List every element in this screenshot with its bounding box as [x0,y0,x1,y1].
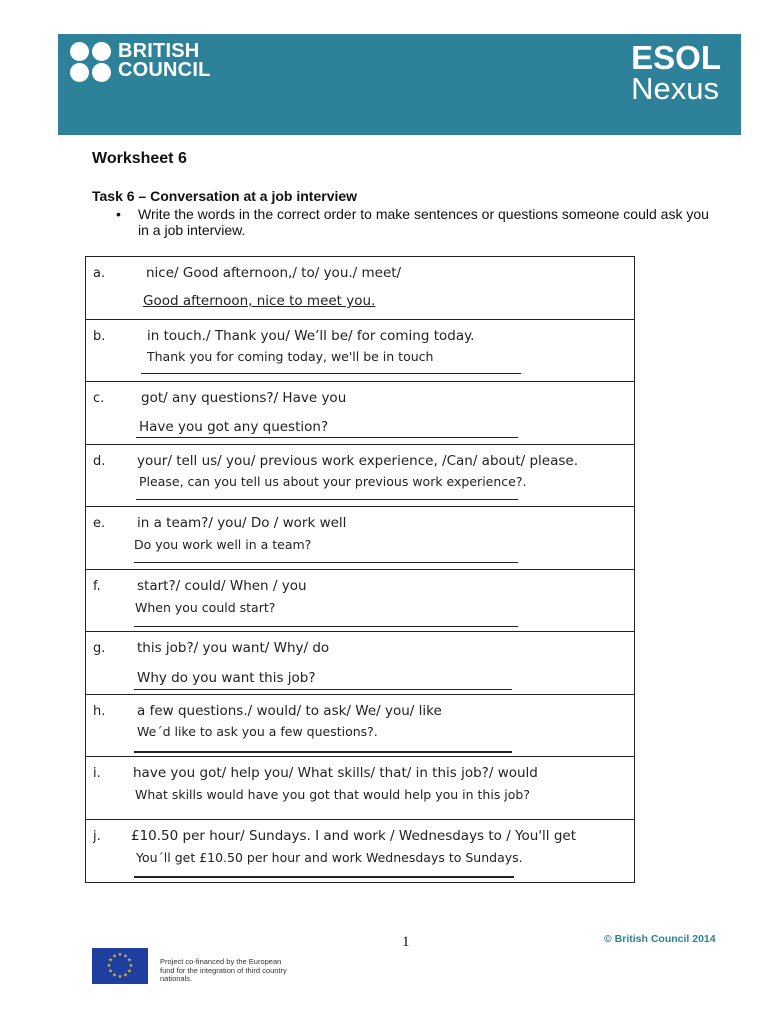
answer-line [134,876,514,878]
answer-line [134,626,518,627]
item-letter: e. [93,516,106,531]
svg-text:★: ★ [112,972,117,979]
exercise-row [86,570,634,632]
page-number: 1 [402,934,410,950]
item-answer[interactable]: We´d like to ask you a few questions?. [137,724,378,739]
svg-text:★: ★ [117,952,123,958]
svg-text:★: ★ [127,957,132,964]
exercise-table [85,256,635,883]
task-title: Task 6 – Conversation at a job interview [92,188,358,204]
exercise-row [86,695,634,757]
item-answer[interactable]: Do you work well in a team? [134,537,312,552]
item-prompt: nice/ Good afternoon,/ to/ you./ meet/ [146,265,402,281]
esol-nexus-logo [631,39,721,106]
item-answer[interactable]: Thank you for coming today, we'll be in touch [147,349,434,364]
svg-text:★: ★ [123,953,128,960]
exercise-row [86,320,634,382]
item-letter: h. [93,704,106,719]
svg-text:★: ★ [128,963,134,969]
answer-line [136,499,518,500]
item-answer[interactable]: Why do you want this job? [137,670,316,686]
item-letter: i. [93,766,101,781]
copyright-notice: © British Council 2014 [604,933,716,945]
item-prompt: have you got/ help you/ What skills/ that/ in this job?/ would [133,765,538,781]
item-letter: f. [93,579,101,594]
item-letter: b. [93,329,106,344]
org-name-line2: COUNCIL [118,59,211,81]
answer-line [134,562,518,563]
item-answer[interactable]: What skills would have you got that would help you in this job? [135,787,530,802]
svg-text:★: ★ [112,953,117,960]
exercise-row [86,507,634,570]
exercise-row [86,820,634,882]
item-letter: g. [93,641,106,656]
item-answer[interactable]: You´ll get £10.50 per hour and work Wednesdays to Sundays. [136,850,523,865]
header-banner [58,34,741,135]
brand-line1: ESOL [631,39,721,76]
answer-line [136,437,518,438]
eu-flag-icon [92,948,148,984]
answer-line [134,689,512,690]
exercise-row [86,632,634,695]
brand-line2: Nexus [631,71,720,106]
item-prompt: start?/ could/ When / you [137,578,307,594]
item-answer[interactable]: Good afternoon, nice to meet you. [143,293,376,309]
svg-text:★: ★ [127,968,132,975]
item-prompt: a few questions./ would/ to ask/ We/ you/ like [137,703,442,719]
british-council-dots-icon [68,42,114,82]
item-prompt: your/ tell us/ you/ previous work experience, /Can/ about/ please. [137,453,578,469]
worksheet-title: Worksheet 6 [92,150,187,167]
eu-funding-notice: Project co-financed by the European fund for the integration of third country nationals. [160,957,287,983]
item-letter: a. [93,266,106,281]
item-prompt: in touch./ Thank you/ We’ll be/ for coming today. [147,328,475,344]
item-answer[interactable]: Please, can you tell us about your previous work experience?. [139,474,527,489]
svg-text:★: ★ [123,972,128,979]
item-answer[interactable]: Have you got any question? [139,419,329,435]
svg-text:★: ★ [108,957,113,964]
org-name-line1: BRITISH [118,40,200,62]
answer-line [134,751,512,753]
svg-text:★: ★ [108,968,113,975]
exercise-row [86,757,634,820]
eu-stars-icon [92,948,148,984]
item-letter: d. [93,454,106,469]
answer-line [141,373,521,374]
item-prompt: this job?/ you want/ Why/ do [137,640,330,656]
item-prompt: got/ any questions?/ Have you [141,390,347,406]
exercise-row [86,445,634,507]
british-council-logo [68,42,228,86]
item-letter: j. [93,829,101,844]
bullet-icon: • [116,206,121,222]
item-letter: c. [93,391,105,406]
exercise-row [86,257,634,320]
exercise-row [86,382,634,445]
svg-text:★: ★ [106,963,112,969]
instruction-text: Write the words in the correct order to make sentences or questions someone could ask you in a job interview. [138,206,709,238]
item-prompt: in a team?/ you/ Do / work well [137,515,347,531]
item-prompt: £10.50 per hour/ Sundays. I and work / Wednesdays to / You'll get [131,828,577,844]
item-answer[interactable]: When you could start? [135,600,276,615]
svg-text:★: ★ [117,974,123,980]
